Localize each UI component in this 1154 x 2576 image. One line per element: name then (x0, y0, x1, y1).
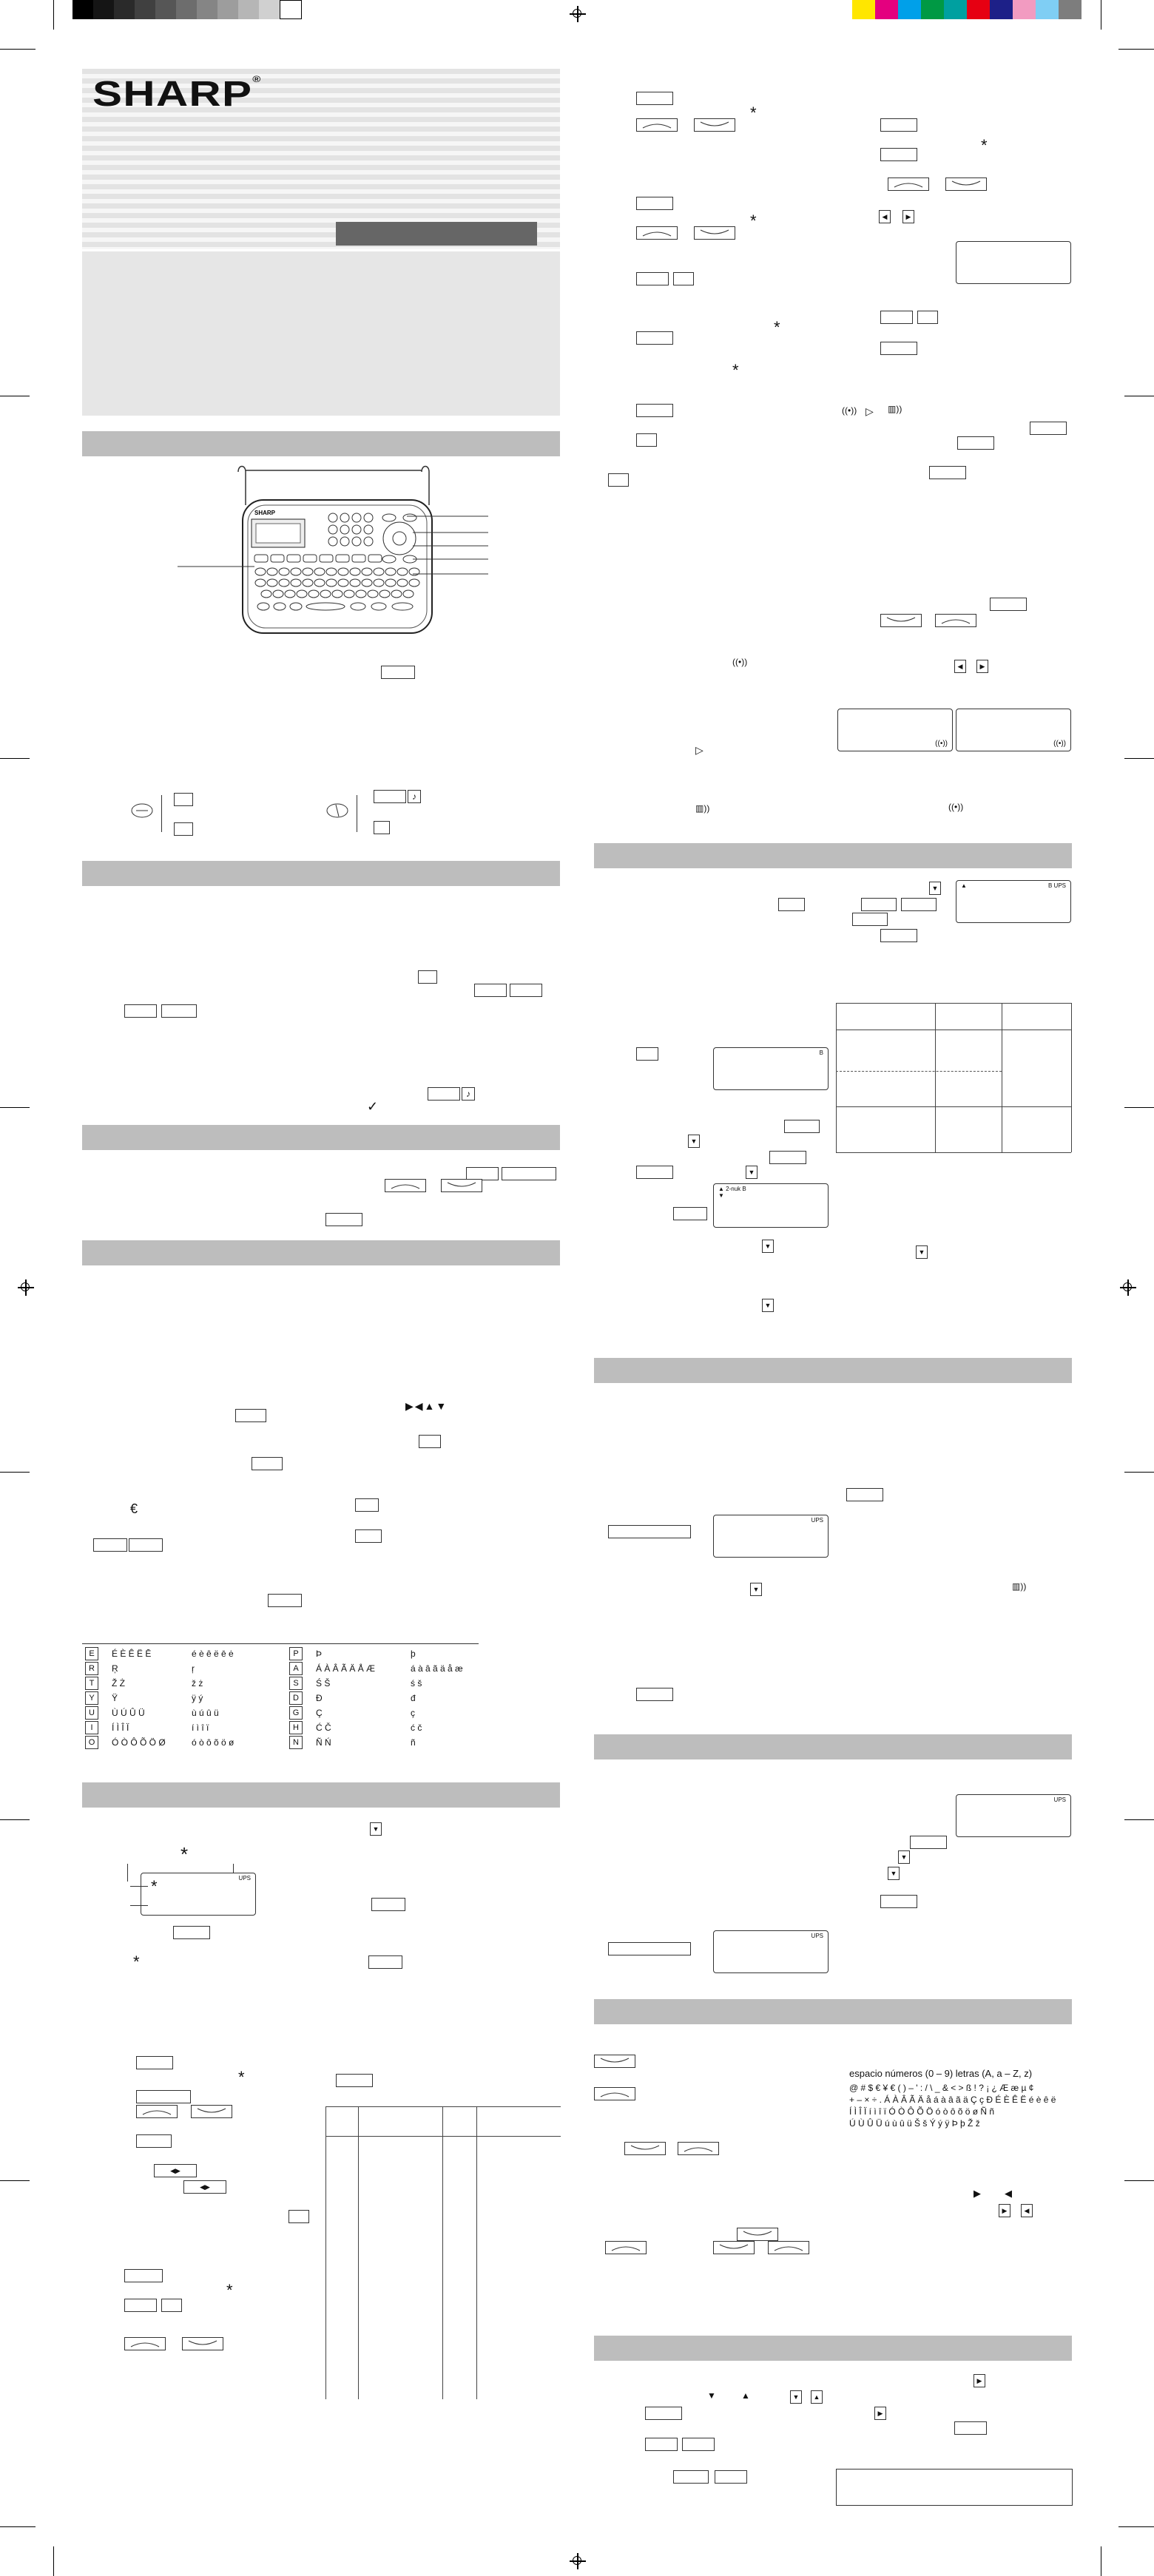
left-key: ◀ (954, 660, 966, 673)
crop-mark (53, 0, 54, 30)
up-arrow: ▲ (741, 2390, 750, 2401)
key (174, 793, 193, 806)
key (673, 1207, 707, 1220)
display-box (836, 2469, 1073, 2506)
page-down-key (945, 178, 987, 191)
key (136, 2056, 173, 2069)
arrow-down-key: ▼ (929, 882, 941, 895)
right-key: ▶ (974, 2374, 985, 2387)
color-bar-cmyk (852, 0, 1082, 19)
section-header (594, 1999, 1072, 2024)
key (608, 473, 629, 487)
page-up-key (888, 178, 929, 191)
page-up-key (768, 2241, 809, 2254)
crop-mark (0, 49, 36, 50)
accent-right: P Þ þ A Á À Â Ã Ä Å Æ á à â ã ä å æ S Ś Š ś š D Đ đ G Ç ç H Ć Č ć č N Ñ Ń ñ (289, 1646, 463, 1750)
left-right-key: ◀▶ (183, 2180, 226, 2194)
key (910, 1836, 947, 1849)
star-marker: * (180, 1843, 189, 1865)
music-note-icon: ♪ (408, 790, 421, 803)
left-key: ◀ (1021, 2204, 1033, 2217)
page-up-key (678, 2142, 719, 2155)
arrow-down-key: ▼ (888, 1867, 900, 1880)
char-set-line4: Í Ì Î Ï í ì î ï Ó Ò Ô Õ Ö ó ò ô õ ö ø Ñ ñ (849, 2106, 995, 2117)
key (769, 1151, 806, 1164)
key (355, 1529, 382, 1543)
color-bar-grayscale (72, 0, 302, 19)
registration-mark-bottom (570, 2553, 586, 2569)
ring-icon: ((•)) (732, 657, 748, 667)
star-marker: * (981, 136, 988, 155)
cursor-icon: ▷ (866, 405, 874, 417)
crop-mark (1124, 1107, 1154, 1108)
display-lcd: UPS (141, 1873, 256, 1916)
section-header (82, 1125, 560, 1150)
key (636, 1047, 658, 1061)
arrow-down-key: ▼ (370, 1822, 382, 1836)
right-key: ▶ (976, 660, 988, 673)
key (129, 1538, 163, 1552)
page-up-key (935, 614, 976, 627)
crop-mark (0, 2526, 36, 2527)
key (136, 2090, 191, 2103)
star-marker: * (732, 361, 739, 379)
registration-mark-top (570, 6, 586, 22)
page-down-key (191, 2105, 232, 2118)
display-lcd: ▲ B UPS (956, 880, 1071, 923)
music-note-icon: ♪ (462, 1087, 475, 1101)
crop-mark (53, 2546, 54, 2576)
key (252, 1457, 283, 1470)
section-header (594, 2336, 1072, 2361)
key (957, 436, 994, 450)
key (419, 1435, 441, 1448)
sharp-logo: SHARP® (92, 74, 262, 114)
page-down-key (880, 614, 922, 627)
key (880, 342, 917, 355)
alarm-icon: ▥)) (1012, 1581, 1027, 1592)
ring-icon: ((•)) (842, 405, 857, 416)
right-key: ▶ (999, 2204, 1010, 2217)
display-lcd: ((•)) (956, 709, 1071, 751)
page-down-key (737, 2228, 778, 2241)
section-header (82, 1240, 560, 1265)
key (124, 2269, 163, 2282)
char-set-line3: + – × ÷ . Á À Â Ã Ä å á à â ã ä Ç ç Ð É È Ê Ë é è ê ë (849, 2095, 1056, 2105)
section-header (594, 1358, 1072, 1383)
key (381, 666, 415, 679)
key (336, 2074, 373, 2087)
display-lcd: ▲ 2-nuk B ▼ (713, 1183, 829, 1228)
alarm-icon: ▥)) (888, 404, 902, 414)
key (502, 1167, 556, 1180)
accent-table (82, 1643, 479, 1754)
key (880, 148, 917, 161)
arrow-down-key: ▼ (790, 2390, 802, 2404)
down-arrow: ▼ (707, 2390, 716, 2401)
star-marker: * (750, 104, 757, 122)
arrow-down-key: ▼ (898, 1850, 910, 1864)
key (173, 1926, 210, 1939)
left-right-key: ◀▶ (154, 2164, 197, 2177)
page-down-key (624, 2142, 666, 2155)
crop-mark (0, 1819, 30, 1820)
arrow-down-key: ▼ (762, 1240, 774, 1253)
page-down-key (694, 118, 735, 132)
key (636, 1166, 673, 1179)
crop-mark (1124, 1819, 1154, 1820)
key (474, 984, 507, 997)
page-up-key (594, 2087, 635, 2100)
char-set-line5: Ú Ù Û Ü ú ù û ü Š š Ý ý ÿ Þ þ Ž ž (849, 2118, 980, 2129)
section-header (594, 1734, 1072, 1759)
key (929, 466, 966, 479)
key (673, 272, 694, 285)
star-marker: * (226, 2281, 233, 2299)
input-field (608, 1942, 691, 1955)
key (268, 1594, 302, 1607)
key (880, 929, 917, 942)
key (174, 822, 193, 836)
key (636, 272, 669, 285)
pointer-line (127, 1864, 128, 1882)
key (288, 2210, 309, 2223)
key (355, 1498, 379, 1512)
input-field (608, 1525, 691, 1538)
key (428, 1087, 460, 1101)
display-lcd (956, 241, 1071, 284)
crop-mark (0, 758, 30, 759)
key (636, 433, 657, 447)
page-down-key (713, 2241, 755, 2254)
cover-body (82, 251, 560, 416)
key (636, 1688, 673, 1701)
arrow-down-key: ▼ (916, 1245, 928, 1259)
key (861, 898, 897, 911)
euro-symbol: € (130, 1501, 138, 1516)
bracket-line (161, 795, 162, 832)
arrow-up-key: ▲ (811, 2390, 823, 2404)
key (374, 790, 406, 803)
crop-mark (0, 1107, 30, 1108)
section-header (82, 431, 560, 456)
device-brand: SHARP (254, 510, 276, 516)
alarm-icon: ▥)) (695, 803, 710, 814)
arrow-keys: ▶◀▲▼ (405, 1400, 448, 1412)
crop-mark (1124, 2180, 1154, 2181)
page-up-key (636, 226, 678, 240)
right-key: ▶ (874, 2407, 886, 2420)
page-up-key (636, 118, 678, 132)
crop-mark (0, 1472, 30, 1473)
key (1030, 422, 1067, 435)
key (374, 821, 390, 834)
key (954, 2421, 987, 2435)
crop-mark (1124, 758, 1154, 759)
key (645, 2407, 682, 2420)
page-down-key (594, 2055, 635, 2068)
grid-table (325, 2106, 561, 2399)
registration-mark-right (1120, 1279, 1136, 1296)
grid-table (836, 1003, 1071, 1152)
cursor-icon: ▷ (695, 744, 703, 756)
registration-mark-left (18, 1279, 34, 1296)
display-lcd: B (713, 1047, 829, 1090)
pointer-line (130, 1905, 148, 1906)
key (784, 1120, 820, 1133)
key (880, 118, 917, 132)
accent-left: E É È Ê Ë Ē é è ê ë ē ė R Ŗ ŗ T Ž Ż ž ż Y Ÿ ÿ ý U Ù Ú Û Ü ù ú û ü I Í Ì Î Ï í ì î ï O Ó Ò Ô Õ Ö Ø ó ò ô õ ö ø (85, 1646, 234, 1750)
key (682, 2438, 715, 2451)
key (917, 311, 938, 324)
left-key: ◀ (879, 210, 891, 223)
char-set-line1: espacio números (0 – 9) letras (A, a – Z, z) (849, 2068, 1033, 2079)
key (636, 197, 673, 210)
page-up-key (136, 2105, 178, 2118)
star-marker: * (238, 2068, 245, 2086)
arrow-down-key: ▼ (746, 1166, 757, 1179)
key (990, 598, 1027, 611)
page-up-key (124, 2337, 166, 2350)
key (418, 970, 437, 984)
star-marker: * (750, 212, 757, 230)
key (673, 2470, 709, 2484)
page-down-key (694, 226, 735, 240)
key (371, 1898, 405, 1911)
right-arrow: ▶ (974, 2188, 981, 2199)
section-header (82, 861, 560, 886)
key (846, 1488, 883, 1501)
key (880, 1895, 917, 1908)
ring-icon: ((•)) (948, 802, 964, 812)
page-down-key (441, 1179, 482, 1192)
key (93, 1538, 127, 1552)
page-up-key (385, 1179, 426, 1192)
star-marker: * (151, 1877, 158, 1896)
star-marker: * (774, 318, 780, 337)
crop-mark (1118, 49, 1154, 50)
crop-mark (1124, 1472, 1154, 1473)
display-lcd: UPS (713, 1930, 829, 1973)
key (880, 311, 913, 324)
display-lcd: UPS (956, 1794, 1071, 1837)
key (636, 331, 673, 345)
section-header (594, 843, 1072, 868)
key (715, 2470, 747, 2484)
key (645, 2438, 678, 2451)
key (636, 92, 673, 105)
key (325, 1213, 362, 1226)
key (235, 1409, 266, 1422)
arrow-down-key: ▼ (750, 1583, 762, 1596)
display-lcd: UPS (713, 1515, 829, 1558)
crop-mark (0, 2180, 30, 2181)
page-up-key (605, 2241, 647, 2254)
key (636, 404, 673, 417)
power-switch-icon (127, 799, 157, 821)
key (136, 2134, 172, 2148)
device-illustration (178, 464, 488, 642)
pointer-line (130, 1886, 148, 1887)
page-down-key (182, 2337, 223, 2350)
arrow-down-key: ▼ (762, 1299, 774, 1312)
arrow-down-key: ▼ (688, 1135, 700, 1148)
display-lcd: ((•)) (837, 709, 953, 751)
key (124, 1004, 157, 1018)
model-title-bar (336, 222, 537, 246)
checkmark-icon: ✓ (367, 1099, 379, 1114)
key (510, 984, 542, 997)
key (161, 2299, 182, 2312)
crop-mark (1118, 2526, 1154, 2527)
left-arrow: ◀ (1005, 2188, 1012, 2199)
sound-switch-icon (323, 799, 352, 821)
right-key: ▶ (902, 210, 914, 223)
key (368, 1955, 402, 1969)
star-marker: * (133, 1953, 140, 1971)
char-set-line2: @ # $ € ¥ € ( ) – ' : / \ _ & < > ß ! ? ¡ ¿ Æ æ µ ¢ (849, 2083, 1034, 2093)
key (124, 2299, 157, 2312)
key (901, 898, 937, 911)
section-header (82, 1782, 560, 1808)
key (852, 913, 888, 926)
key (161, 1004, 197, 1018)
key (778, 898, 805, 911)
